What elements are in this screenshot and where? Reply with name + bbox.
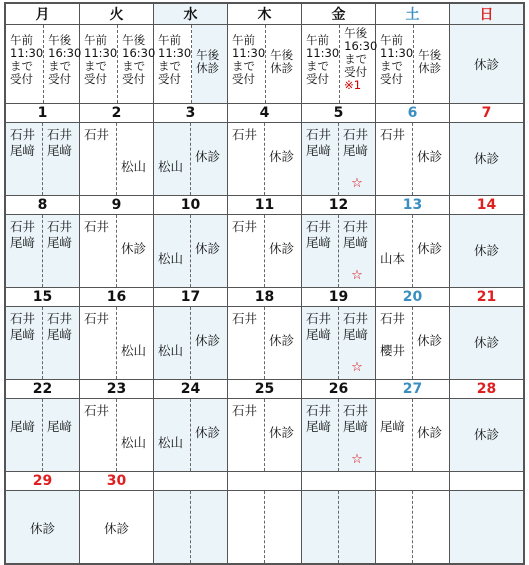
day-cell (6, 491, 80, 564)
date (376, 472, 450, 491)
day-cell (154, 123, 228, 196)
date: 20 (376, 288, 450, 307)
weekday-thu: 木 (228, 4, 302, 25)
doctor-name: 松山 (121, 435, 147, 450)
hours-pm: 午後 16:30 まで 受付 (48, 33, 82, 86)
star-mark: ☆ (351, 452, 363, 467)
day-cell (302, 123, 376, 196)
weekday-tue: 火 (80, 4, 154, 25)
day-cell (80, 399, 154, 472)
closed-label: 休診 (195, 425, 221, 440)
day-cell (450, 491, 524, 564)
doctor-name: 山本 (380, 251, 406, 266)
doctor-name: 石井 (10, 219, 36, 234)
hours-mon (6, 25, 80, 104)
date: 5 (302, 104, 376, 123)
date: 21 (450, 288, 524, 307)
hours-am: 午前 11:30 まで 受付 (80, 25, 118, 103)
day-cell (450, 123, 524, 196)
date: 4 (228, 104, 302, 123)
date (302, 472, 376, 491)
date: 7 (450, 104, 524, 123)
doctor-name: 尾﨑 (47, 235, 73, 250)
date: 30 (80, 472, 154, 491)
doctor-name: 尾﨑 (380, 419, 406, 434)
day-cell (80, 307, 154, 380)
week-4-schedule (6, 399, 524, 472)
day-cell (302, 307, 376, 380)
day-cell (154, 399, 228, 472)
reception-hours-row (6, 25, 524, 104)
star-mark: ☆ (351, 176, 363, 191)
day-cell (228, 491, 302, 564)
date: 3 (154, 104, 228, 123)
date: 1 (6, 104, 80, 123)
date (154, 472, 228, 491)
day-cell (228, 307, 302, 380)
doctor-name: 尾﨑 (306, 235, 332, 250)
doctor-name: 石井 (84, 219, 110, 234)
doctor-name: 石井 (232, 403, 258, 418)
closed-label: 休診 (195, 241, 221, 256)
week-2-dates (6, 196, 524, 215)
date (450, 472, 524, 491)
hours-am: 午前 11:30 まで 受付 (302, 25, 340, 103)
closed-label: 休診 (103, 521, 129, 536)
closed-label: 休診 (269, 149, 295, 164)
hours-pm-closed: 午後 休診 (192, 25, 227, 103)
doctor-name: 石井 (306, 403, 332, 418)
doctor-name: 石井 (47, 219, 73, 234)
doctor-name: 石井 (343, 311, 369, 326)
footnote-marker: ※1 (344, 78, 362, 92)
date: 26 (302, 380, 376, 399)
closed-label: 休診 (417, 333, 443, 348)
day-cell (376, 491, 450, 564)
hours-sun (450, 25, 524, 104)
day-cell (450, 307, 524, 380)
week-4-dates (6, 380, 524, 399)
day-cell (228, 215, 302, 288)
doctor-name: 尾﨑 (306, 419, 332, 434)
day-cell (6, 399, 80, 472)
date: 23 (80, 380, 154, 399)
hours-am: 午前 11:30 まで 受付 (6, 25, 44, 103)
doctor-name: 松山 (158, 159, 184, 174)
hours-thu (228, 25, 302, 104)
hours-pm-closed: 午後 休診 (418, 48, 442, 75)
doctor-name: 松山 (121, 343, 147, 358)
doctor-name: 石井 (47, 127, 73, 142)
hours-pm-closed: 午後 休診 (270, 48, 294, 75)
doctor-name: 松山 (158, 435, 184, 450)
doctor-name: 石井 (84, 311, 110, 326)
date: 17 (154, 288, 228, 307)
date: 25 (228, 380, 302, 399)
day-cell (80, 491, 154, 564)
doctor-name: 尾﨑 (343, 235, 369, 250)
day-cell (302, 491, 376, 564)
doctor-name: 石井 (84, 403, 110, 418)
doctor-name: 石井 (306, 127, 332, 142)
day-cell (376, 123, 450, 196)
day-cell (376, 399, 450, 472)
weekday-fri: 金 (302, 4, 376, 25)
week-3-schedule (6, 307, 524, 380)
doctor-name: 尾﨑 (47, 419, 73, 434)
closed-label: 休診 (417, 149, 443, 164)
doctor-name: 石井 (306, 311, 332, 326)
doctor-name: 石井 (232, 127, 258, 142)
date: 12 (302, 196, 376, 215)
doctor-name: 石井 (47, 311, 73, 326)
date: 28 (450, 380, 524, 399)
date: 11 (228, 196, 302, 215)
doctor-name: 尾﨑 (343, 327, 369, 342)
hours-pm: 午後 16:30 まで 受付 (122, 33, 156, 86)
week-5-dates (6, 472, 524, 491)
date: 14 (450, 196, 524, 215)
closed-label: 休診 (473, 151, 499, 166)
doctor-name: 石井 (380, 127, 406, 142)
day-cell (228, 123, 302, 196)
doctor-name: 石井 (343, 219, 369, 234)
day-cell (80, 123, 154, 196)
date: 9 (80, 196, 154, 215)
doctor-name: 尾﨑 (343, 143, 369, 158)
star-mark: ☆ (351, 360, 363, 375)
doctor-name: 尾﨑 (47, 143, 73, 158)
star-mark: ☆ (351, 268, 363, 283)
doctor-name: 石井 (10, 311, 36, 326)
day-cell (154, 215, 228, 288)
closed-label: 休診 (269, 333, 295, 348)
hours-wed (154, 25, 228, 104)
doctor-name: 尾﨑 (10, 327, 36, 342)
date: 27 (376, 380, 450, 399)
day-cell (228, 399, 302, 472)
doctor-name: 石井 (10, 127, 36, 142)
doctor-name: 松山 (158, 251, 184, 266)
doctor-name: 尾﨑 (343, 419, 369, 434)
day-cell (6, 307, 80, 380)
weekday-header-row (6, 4, 524, 25)
doctor-name: 石井 (84, 127, 110, 142)
monthly-schedule-calendar (4, 2, 525, 565)
doctor-name: 尾﨑 (47, 327, 73, 342)
closed-label: 休診 (473, 427, 499, 442)
date: 29 (6, 472, 80, 491)
closed-label: 休診 (121, 241, 147, 256)
doctor-name: 尾﨑 (10, 143, 36, 158)
week-2-schedule (6, 215, 524, 288)
date: 2 (80, 104, 154, 123)
hours-fri (302, 25, 376, 104)
date: 18 (228, 288, 302, 307)
day-cell (6, 215, 80, 288)
closed-label: 休診 (417, 425, 443, 440)
hours-tue (80, 25, 154, 104)
hours-am: 午前 11:30 まで 受付 (376, 25, 414, 103)
date: 19 (302, 288, 376, 307)
day-cell (154, 491, 228, 564)
doctor-name: 石井 (306, 219, 332, 234)
week-1-dates (6, 104, 524, 123)
date: 6 (376, 104, 450, 123)
week-3-dates (6, 288, 524, 307)
closed-label: 休診 (269, 425, 295, 440)
closed-label: 休診 (473, 57, 499, 72)
doctor-name: 石井 (343, 403, 369, 418)
weekday-wed: 水 (154, 4, 228, 25)
hours-sat (376, 25, 450, 104)
week-5-schedule (6, 491, 524, 564)
day-cell (302, 215, 376, 288)
doctor-name: 石井 (232, 219, 258, 234)
doctor-name: 松山 (121, 159, 147, 174)
day-cell (450, 399, 524, 472)
closed-label: 休診 (473, 243, 499, 258)
date: 15 (6, 288, 80, 307)
closed-label: 休診 (195, 333, 221, 348)
weekday-sat: 土 (376, 4, 450, 25)
closed-label: 休診 (269, 241, 295, 256)
day-cell (450, 215, 524, 288)
day-cell (376, 215, 450, 288)
doctor-name: 松山 (158, 343, 184, 358)
day-cell (6, 123, 80, 196)
date (228, 472, 302, 491)
date: 24 (154, 380, 228, 399)
doctor-name: 尾﨑 (10, 419, 36, 434)
date: 16 (80, 288, 154, 307)
day-cell (154, 307, 228, 380)
doctor-name: 石井 (380, 311, 406, 326)
weekday-sun: 日 (450, 4, 524, 25)
weekday-mon: 月 (6, 4, 80, 25)
closed-label: 休診 (29, 521, 55, 536)
hours-am: 午前 11:30 まで 受付 (228, 25, 266, 103)
date: 22 (6, 380, 80, 399)
week-1-schedule (6, 123, 524, 196)
day-cell (376, 307, 450, 380)
closed-label: 休診 (473, 335, 499, 350)
doctor-name: 石井 (343, 127, 369, 142)
doctor-name: 尾﨑 (306, 143, 332, 158)
date: 8 (6, 196, 80, 215)
doctor-name: 尾﨑 (10, 235, 36, 250)
doctor-name: 尾﨑 (306, 327, 332, 342)
date: 13 (376, 196, 450, 215)
doctor-name: 石井 (232, 311, 258, 326)
date: 10 (154, 196, 228, 215)
day-cell (302, 399, 376, 472)
closed-label: 休診 (417, 241, 443, 256)
closed-label: 休診 (195, 149, 221, 164)
hours-am: 午前 11:30 まで 受付 (154, 25, 192, 103)
hours-pm: 午後 16:30 まで 受付 ※1 (344, 26, 378, 92)
doctor-name: 櫻井 (380, 343, 406, 358)
day-cell (80, 215, 154, 288)
